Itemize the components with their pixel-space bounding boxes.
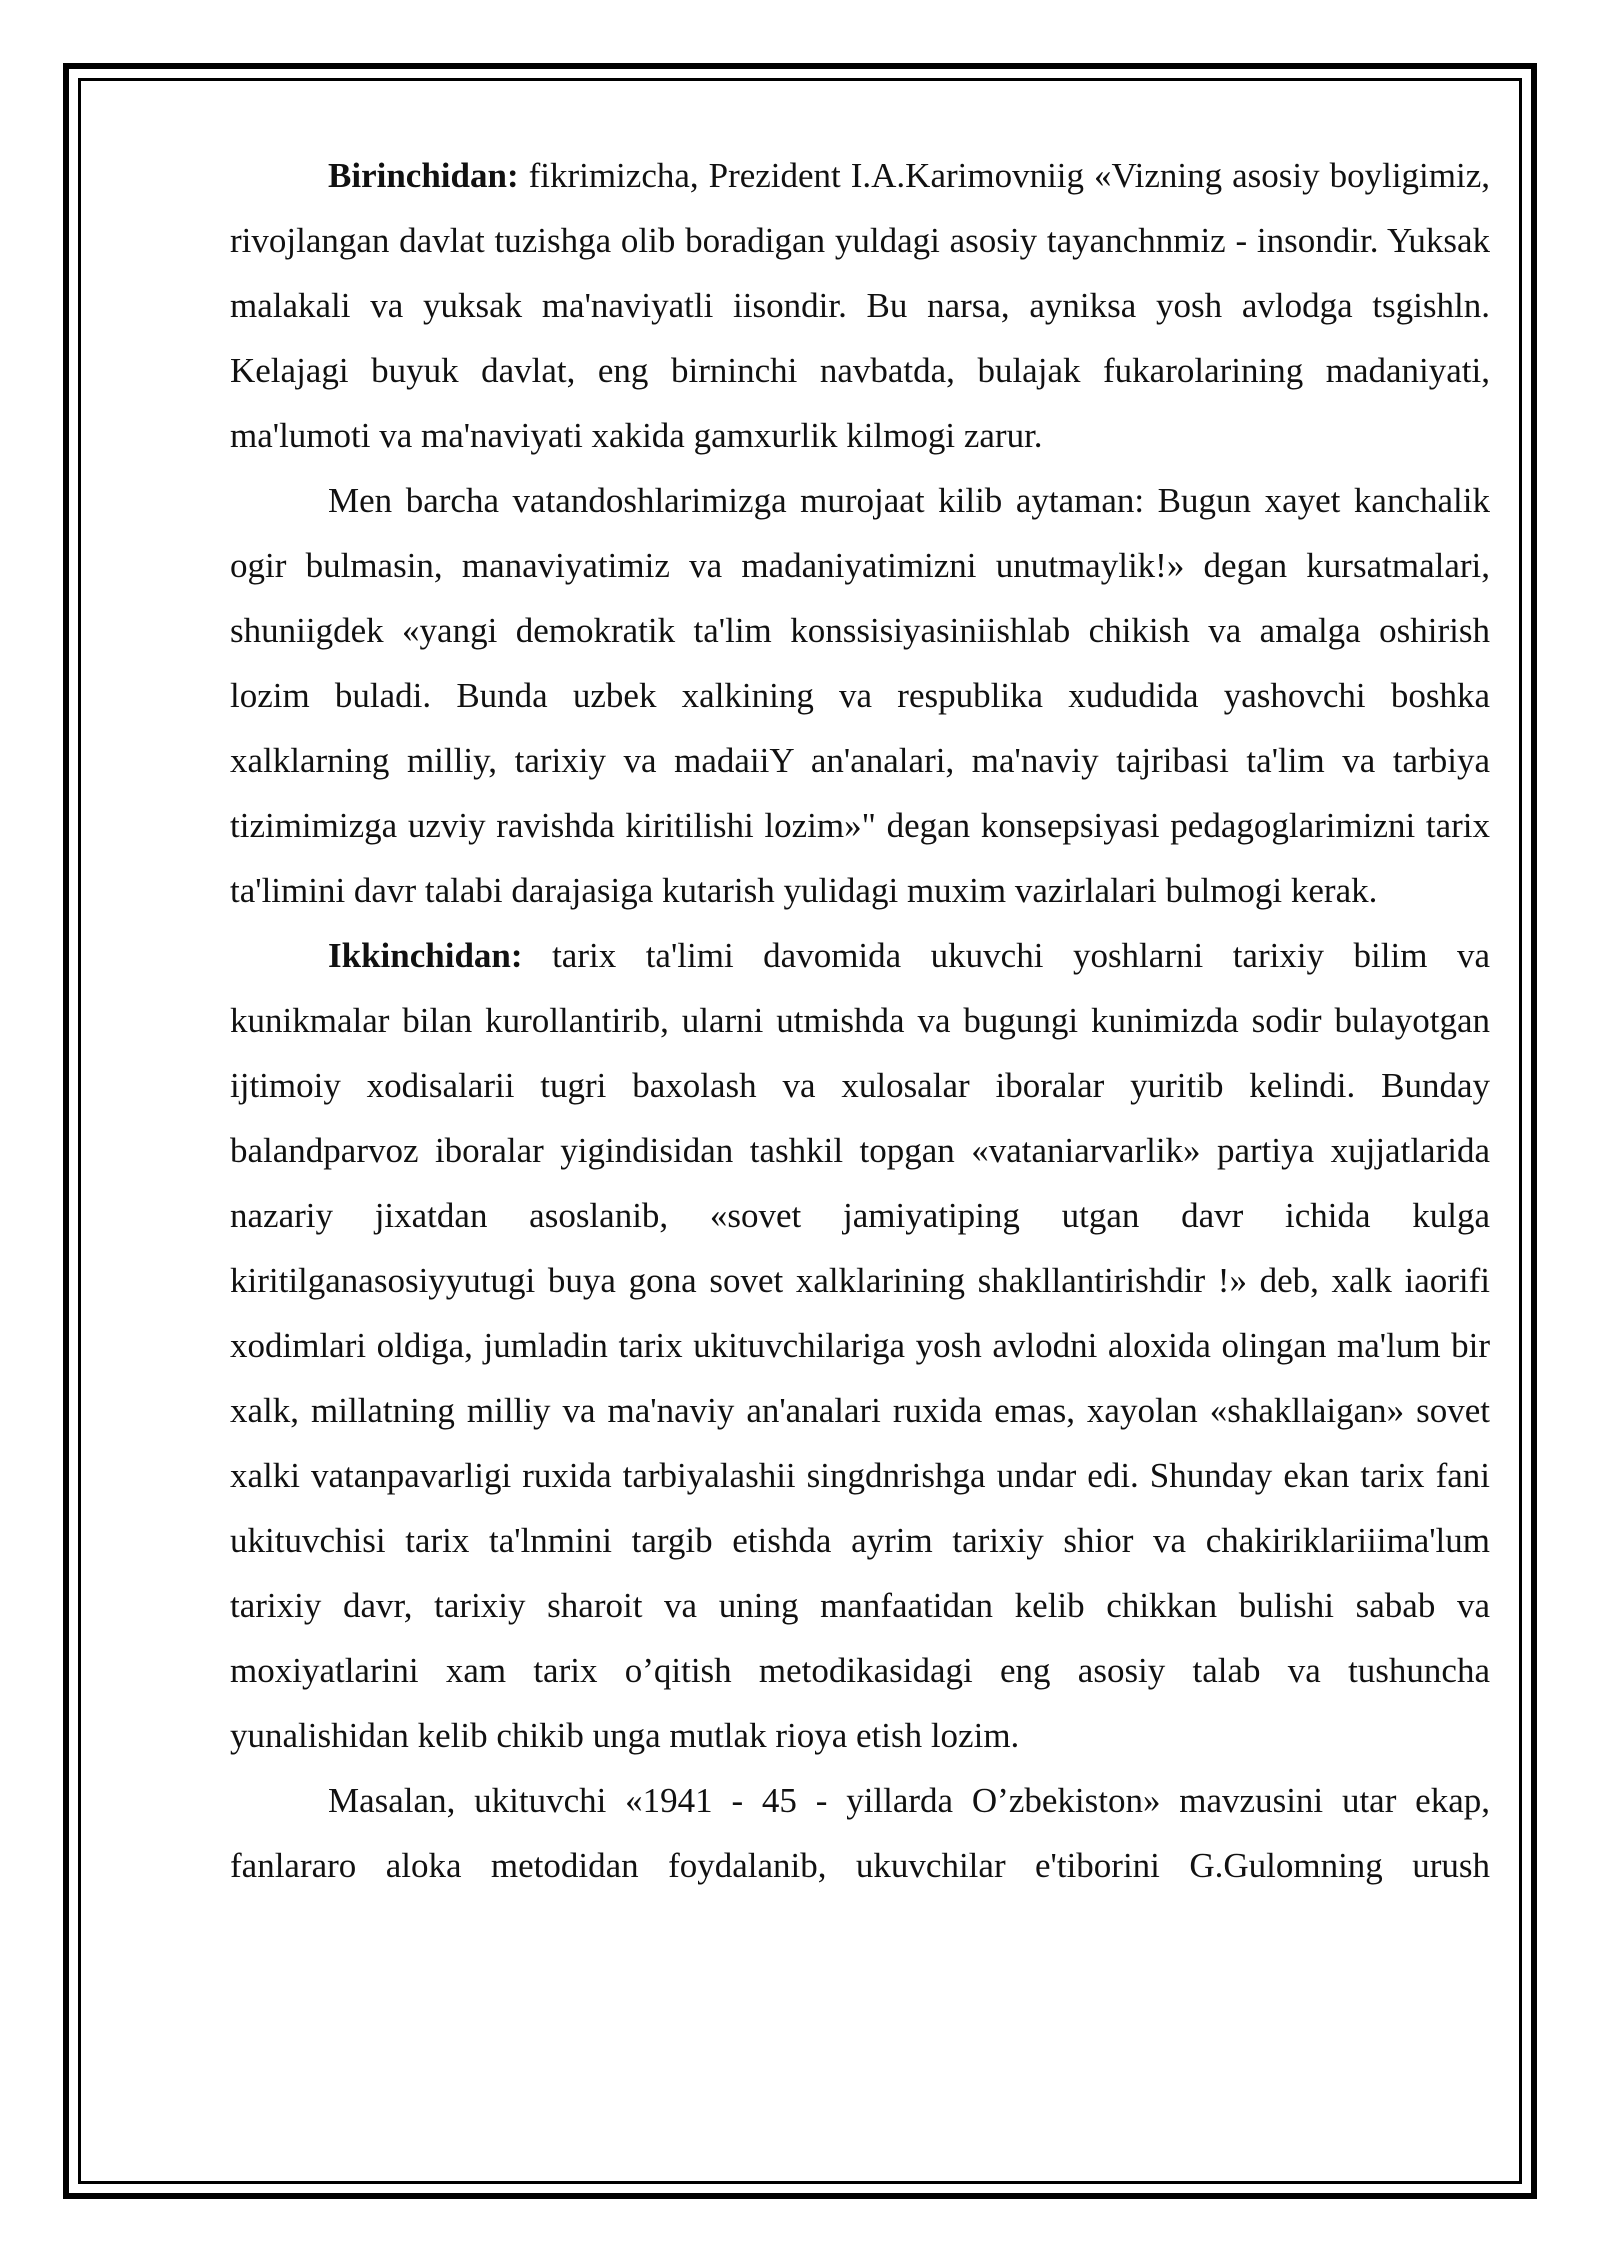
paragraph-1-lead: Birinchidan:	[328, 156, 519, 195]
paragraph-1-text: fikrimizcha, Prezident I.A.Karimovniig «Vizning asosiy boyligimiz, rivojlangan davlat tuzishga olib boradigan yuldagi asosiy tayanchnmiz - insondir. Yuksak malakali va yuksak ma'naviyatli iisondir. Bu narsa, ayniksa yosh avlodga tsgishln. Kelajagi buyuk davlat, eng birninchi navbatda, bulajak fukarolarining madaniyati, ma'lumoti va ma'naviyati xakida gamxurlik kilmogi zarur.	[230, 156, 1490, 455]
paragraph-1	[230, 143, 1490, 468]
paragraph-3	[230, 923, 1490, 1768]
paragraph-4	[230, 1768, 1490, 1898]
document-body	[230, 143, 1490, 1898]
paragraph-3-text: tarix ta'limi davomida ukuvchi yoshlarni tarixiy bilim va kunikmalar bilan kurollantirib, ularni utmishda va bugungi kunimizda sodir bulayotgan ijtimoiy xodisalarii tugri baxolash va xulosalar iboralar yuritib kelindi. Bunday balandparvoz iboralar yigindisidan tashkil topgan «vataniarvarlik» partiya xujjatlarida nazariy jixatdan asoslanib, «sovet jamiyatiping utgan davr ichida kulga kiritilganasosiyyutugi buya gona sovet xalklarining shakllantirishdir !» deb, xalk iaorifi xodimlari oldiga, jumladin tarix ukituvchilariga yosh avlodni aloxida olingan ma'lum bir xalk, millatning milliy va ma'naviy an'analari ruxida emas, xayolan «shakllaigan» sovet xalki vatanpavarligi ruxida tarbiyalashii singdnrishga undar edi. Shunday ekan tarix fani ukituvchisi tarix ta'lnmini targib etishda ayrim tarixiy shior va chakiriklariiima'lum tarixiy davr, tarixiy sharoit va uning manfaatidan kelib chikkan bulishi sabab va moxiyatlarini xam tarix o’qitish metodikasidagi eng asosiy talab va tushuncha yunalishidan kelib chikib unga mutlak rioya etish lozim.	[230, 936, 1490, 1755]
paragraph-2-text: Men barcha vatandoshlarimizga murojaat kilib aytaman: Bugun xayet kanchalik ogir bulmasin, manaviyatimiz va madaniyatimizni unutmaylik!» degan kursatmalari, shuniigdek «yangi demokratik ta'lim konssisiyasiniishlab chikish va amalga oshirish lozim buladi. Bunda uzbek xalkining va respublika xududida yashovchi boshka xalklarning milliy, tarixiy va madaiiY an'analari, ma'naviy tajribasi ta'lim va tarbiya tizimimizga uzviy ravishda kiritilishi lozim»" degan konsepsiyasi pedagoglarimizni tarix ta'limini davr talabi darajasiga kutarish yulidagi muxim vazirlalari bulmogi kerak.	[230, 481, 1490, 910]
paragraph-4-text: Masalan, ukituvchi «1941 - 45 - yillarda O’zbekiston» mavzusini utar ekap, fanlararo aloka metodidan foydalanib, ukuvchilar e'tiborini G.Gulomning urush	[230, 1781, 1490, 1885]
paragraph-2	[230, 468, 1490, 923]
paragraph-3-lead: Ikkinchidan:	[328, 936, 523, 975]
